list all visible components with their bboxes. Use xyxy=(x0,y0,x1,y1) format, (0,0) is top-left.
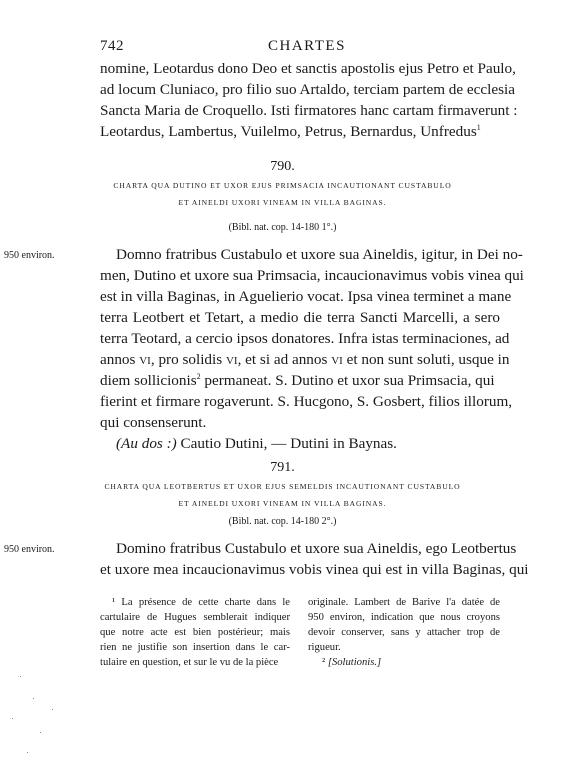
charter-number: 791. xyxy=(270,460,295,475)
margin-date: 950 environ. xyxy=(4,544,55,555)
text-line: nomine, Leotardus dono Deo et sanctis apostolis ejus Petro et Paulo, xyxy=(100,60,516,77)
footnote-ref: 2 xyxy=(196,371,201,381)
footnote-2 xyxy=(322,656,381,670)
roman-numeral: vi xyxy=(331,351,343,368)
dorse-note xyxy=(116,434,397,453)
text-line xyxy=(100,122,481,141)
footnote-line: que notre acte est bien postérieur; mais xyxy=(100,627,290,638)
source-reference: (Bibl. nat. cop. 14-180 2°.) xyxy=(228,516,337,527)
charter-heading-line: CHARTA QUA DUTINO ET UXOR EJUS PRIMSACIA INCAUTIONANT CUSTABULO xyxy=(113,181,452,190)
footnote-line: ¹ La présence de cette charte dans le xyxy=(112,597,290,608)
text-span: , pro solidis xyxy=(150,351,226,368)
text-line: et uxore mea incaucionavimus vobis vinea qui est in villa Baginas, qui xyxy=(100,561,529,578)
text-line: Sancta Maria de Croquello. Isti firmatores hanc cartam firmaverunt : xyxy=(100,102,518,119)
text-line: ad locum Cluniaco, pro filio suo Artaldo, terciam partem de ecclesia xyxy=(100,81,515,98)
footnote-line: rien ne justifie son insertion dans le car- xyxy=(100,642,290,653)
roman-numeral: vi xyxy=(139,351,151,368)
dorse-label: (Au dos :) xyxy=(116,435,177,452)
text-line: fierint et firmare rogaverunt. S. Hucgono, S. Gosbert, filios illorum, xyxy=(100,393,513,410)
charter-heading-line: ET AINELDI UXORI VINEAM IN VILLA BAGINAS. xyxy=(178,198,387,207)
footnote-line: cartulaire de Hugues semblerait indiquer xyxy=(100,612,290,623)
charter-heading-line: ET AINELDI UXORI VINEAM IN VILLA BAGINAS. xyxy=(178,499,387,508)
text-span: et non sunt soluti, usque in xyxy=(342,351,510,368)
footnote-text: [Solutionis.] xyxy=(327,657,382,668)
source-reference: (Bibl. nat. cop. 14-180 1°.) xyxy=(228,222,337,233)
footnote-marker: ² xyxy=(322,657,326,668)
text-line: qui consenserunt. xyxy=(100,414,207,431)
charter-number: 790. xyxy=(270,159,295,174)
running-head: CHARTES xyxy=(268,38,346,54)
text-span: permaneat. S. Dutino et uxor sua Primsacia, qui xyxy=(200,372,495,389)
footnote-ref: 1 xyxy=(476,122,481,132)
text-span: annos xyxy=(100,351,140,368)
page-number: 742 xyxy=(100,38,124,54)
text-line: terra Leotbert et Tetart, a medio die terra Sancti Marcelli, a sero xyxy=(100,309,500,326)
footnote-line: originale. Lambert de Barive l'a datée de xyxy=(308,597,500,608)
footnote-line: devoir conserver, sans y attacher trop de xyxy=(308,627,500,638)
margin-date: 950 environ. xyxy=(4,250,55,261)
text-line xyxy=(100,350,509,369)
roman-numeral: vi xyxy=(225,351,238,368)
text-line: est in villa Baginas, in Aguelierio vocat. Ipsa vinea terminet a mane xyxy=(100,288,512,305)
footnote-line: rigueur. xyxy=(308,642,341,653)
footnote-line: tulaire en question, et sur le vu de la pièce xyxy=(100,657,279,668)
text-span: diem sollicionis xyxy=(100,372,197,389)
text-line: men, Dutino et uxore sua Primsacia, incaucionavimus vobis vinea qui xyxy=(100,267,524,284)
text-line: Domno fratribus Custabulo et uxore sua Aineldis, igitur, in Dei no- xyxy=(116,246,523,263)
dorse-text: Cautio Dutini, — Dutini in Baynas. xyxy=(176,435,397,452)
charter-heading-line: CHARTA QUA LEOTBERTUS ET UXOR EJUS SEMELDIS INCAUTIONANT CUSTABULO xyxy=(104,482,461,491)
text-span: Leotardus, Lambertus, Vuilelmo, Petrus, Bernardus, Unfredus xyxy=(100,123,477,140)
text-line: Domino fratribus Custabulo et uxore sua Aineldis, ego Leotbertus xyxy=(116,540,517,557)
footnote-line: 950 environ, indication que nous croyons xyxy=(308,612,500,623)
text-line: terra Teotard, a cercio ipsos donatores. Infra istas terminaciones, ad xyxy=(100,330,510,347)
text-line xyxy=(100,371,495,390)
text-span: , et si ad annos xyxy=(237,351,332,368)
